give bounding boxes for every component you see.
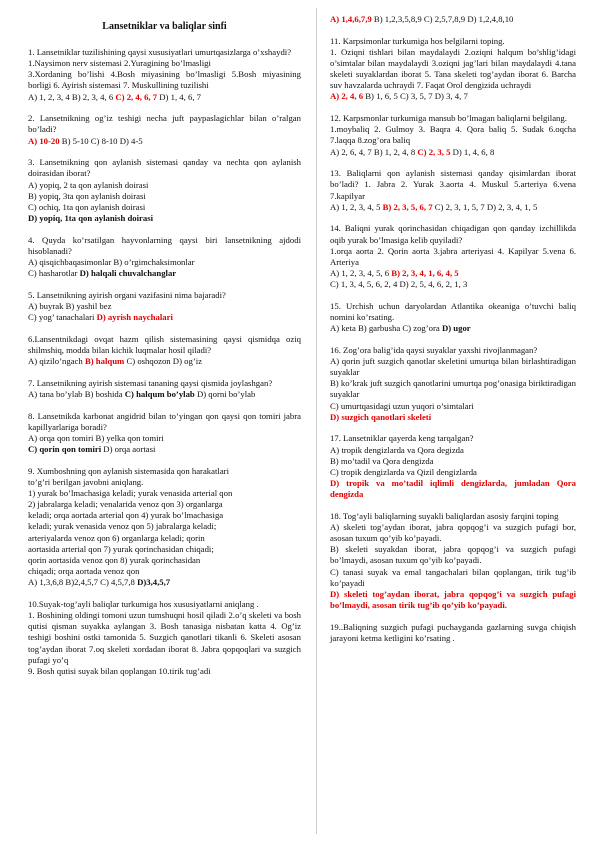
question-line: arteriyalarda venoz qon 6) organlarga keladi; qorin xyxy=(28,532,205,543)
correct-answer: D) suzgich qanotlari skeleti xyxy=(330,411,432,422)
left-question-list xyxy=(28,47,301,677)
answer-options: A) 1, 2, 3, 4, 5 xyxy=(330,201,383,212)
correct-answer: C) 2, 4, 6, 7 xyxy=(115,91,158,102)
answer-options: A) 1, 2, 3, 4 B) 2, 3, 4, 6 xyxy=(28,91,116,102)
question-line: to’g’ri berilgan javobni aniqlang. xyxy=(28,476,144,487)
question-block xyxy=(28,290,301,323)
question-line: 4. Quyda ko’rsatilgan hayvonlarning qaysi biri lansetnikning ajdodi hisoblanadi? xyxy=(28,234,301,256)
question-line: chiqadi; orqa aortada venoz qon xyxy=(28,566,140,577)
question-line: A) tropik dengizlarda va Qora degizda xyxy=(330,444,464,455)
correct-answer: B) 2, 3, 5, 6, 7 xyxy=(382,201,433,212)
question-block xyxy=(28,599,301,677)
answer-line xyxy=(28,136,301,147)
answer-options: A) 2, 6, 4, 7 B) 1, 2, 4, 8 xyxy=(330,146,418,157)
correct-answer: A) 1,4,6,7,9 xyxy=(330,14,372,24)
left-column xyxy=(28,14,301,688)
answer-line xyxy=(28,389,301,400)
question-line: 16. Zog’ora balig’ida qaysi suyaklar yaxshi rivojlanmagan? xyxy=(330,344,538,355)
question-line: 5. Lansetnikning ayirish organi vazifasini nima bajaradi? xyxy=(28,289,226,300)
question-line: 1. Lansetniklar tuzilishining qaysi xususiyatlari umurtqasizlarga o’xshaydi? xyxy=(28,47,292,57)
answer-options: D) 1, 4, 6, 8 xyxy=(450,146,495,157)
answer-options: B) 1, 6, 5 C) 3, 5, 7 D) 3, 4, 7 xyxy=(363,91,468,102)
question-line: 9. Xumboshning qon aylanish sistemasida qon harakatlari xyxy=(28,465,229,476)
correct-answer: D) ugor xyxy=(441,323,471,334)
question-block xyxy=(330,301,576,334)
correct-answer: B) halqum xyxy=(84,356,125,367)
question-block xyxy=(330,113,576,158)
correct-answer: C) 2, 3, 5 xyxy=(417,146,451,157)
question-block xyxy=(330,622,576,644)
question-line: 9. Bosh qutisi suyak bilan qoplangan 10.tirik tug’adi xyxy=(28,665,211,676)
question-line: B) mo’tadil va Qora dengizda xyxy=(330,455,434,466)
correct-answer: A) 2, 4, 6 xyxy=(330,91,364,102)
answer-options: B) 1,2,3,5,8,9 C) 2,5,7,8,9 D) 1,2,4,8,10 xyxy=(371,14,514,24)
correct-answer: D) tropik va mo’tadil iqlimli dengizlarda, jumladan Qora dengizda xyxy=(330,477,576,500)
answer-line xyxy=(330,323,576,334)
question-line: 2) jabralarga keladi; venalarida venoz qon 3) organlarga xyxy=(28,499,223,510)
question-line: 1. Oziqni tishlari bilan maydalaydi 2.oziqni halqum bo’shlig’idagi o’simtalar bilan maydalaydi 3.oziqni jag’lari bilan maydalaydi 4.tana skeleti suyaklardan iborat 5. Tana skeleti tog’aydan iborat 6. Barcha suv havzalarda uchraydi 7. Faqat Orol dengizida uchraydi xyxy=(330,46,576,91)
question-block xyxy=(28,411,301,456)
question-line: aortasida arterial qon 7) yurak qorinchasidan chiqadi; xyxy=(28,543,214,554)
answer-options: D) 1, 4, 6, 7 xyxy=(157,91,202,102)
question-line: A) qorin juft suzgich qanotlar skeletini umurtqa bilan birlashtiradigan suyaklar xyxy=(330,355,576,378)
question-block xyxy=(28,378,301,400)
question-line: A) yopiq, 2 ta qon aylanish doirasi xyxy=(28,179,149,190)
question-line: 13. Baliqlarni qon aylanish sistemasi qanday qisimlardan iborat bo’ladi? 1. Jabra 2. Yurak 3.aorta 4. Muskul 5.arteriya 6.vena 7.kapilyar xyxy=(330,168,576,201)
answer-line xyxy=(28,268,301,279)
question-line: C) ochiq, 1ta qon aylanish doirasi xyxy=(28,201,146,212)
question-line: A) orqa qon tomiri B) yelka qon tomiri xyxy=(28,432,164,443)
answer-options: D) qorni bo’ylab xyxy=(194,388,256,399)
answer-line: C) 1, 3, 4, 5, 6, 2, 4 D) 2, 5, 4, 6, 2, 1, 3 xyxy=(330,279,468,290)
correct-answer: C) qorin qon tomiri xyxy=(28,444,102,455)
answer-options: B) 5-10 C) 8-10 D) 4-5 xyxy=(59,135,143,146)
question-block xyxy=(28,47,301,103)
question-line: 1) yurak bo’lmachasiga keladi; yurak venasida arterial qon xyxy=(28,488,233,498)
question-line: C) tropik dengizlarda va Qizil dengizlarda xyxy=(330,466,477,477)
right-question-list xyxy=(330,14,576,644)
answer-line xyxy=(330,589,576,611)
answer-line xyxy=(28,312,301,323)
right-column xyxy=(330,14,576,655)
answer-options: A) qizilo’ngach xyxy=(28,356,85,367)
question-line: 6.Lansentnikdagi ovqat hazm qilish sistemasining qaysi qismidqa oziq shilmshiq, modda bilan kichik luqmalar hosil qiladi? xyxy=(28,333,301,355)
answer-options: A) keta B) garbusha C) zog’ora xyxy=(330,323,442,334)
question-line: 11. Karpsimonlar turkumiga hos belgilarni toping. xyxy=(330,35,505,46)
question-line: qorin aortasida venoz qon 8) yurak qorinchasidan xyxy=(28,554,201,565)
correct-answer: A) 10-20 xyxy=(28,135,60,146)
question-block xyxy=(28,113,301,146)
answer-line xyxy=(28,92,301,103)
question-line: A) qisqichbaqasimonlar B) o’rgimchaksimonlar xyxy=(28,257,195,267)
question-line: B) yopiq, 3ta qon aylanish doirasi xyxy=(28,190,146,201)
answer-options: A) tana bo’ylab B) boshida xyxy=(28,388,125,399)
correct-answer: D) ayrish naychalari xyxy=(96,312,173,323)
correct-answer: D)3,4,5,7 xyxy=(137,577,171,588)
question-line: 1.Naysimon nerv sistemasi 2.Yuragining bo’lmasligi xyxy=(28,58,211,69)
correct-answer: D) halqali chuvalchanglar xyxy=(79,268,177,279)
question-block xyxy=(28,235,301,280)
correct-answer: D) skeleti tog’aydan iborat, jabra qopqog’i va suzgich pufagi bo’lmaydi, asosan tirik tug’ib qo’yib ko’payadi. xyxy=(330,588,576,611)
answer-line xyxy=(330,147,576,158)
question-line: 12. Karpsmonlar turkumiga mansub bo’lmagan baliqlarni belgilang. xyxy=(330,113,567,124)
question-line: C) umurtqasidagi uzun yuqori o’simtalari xyxy=(330,400,474,411)
question-line: 3.Xordaning bo’lishi 4.Bosh miyasining bo’lmasligi 5.Bosh miyasining borligi 6. Ayirish sistemasi 7. Muskullining tuzilishi xyxy=(28,69,301,91)
answer-line xyxy=(330,268,576,279)
question-line: A) skeleti tog’aydan iborat, jabra qopqog’i va suzgich pufagi bor, asosan tuxum qo’yib ko’payadi. xyxy=(330,521,576,544)
answer-options: C) hasharotlar xyxy=(28,268,80,279)
column-divider xyxy=(316,8,317,834)
answer-options: A) 1,3,6,8 B)2,4,5,7 C) 4,5,7,8 xyxy=(28,577,138,588)
page-title: Lansetniklar va baliqlar sinfi xyxy=(102,21,227,32)
answer-line xyxy=(28,213,301,224)
question-line: 14. Baliqni yurak qorinchasidan chiqadigan qon qanday izchillikda oqib yurak bo’lmasiga kelib quyiladi? xyxy=(330,223,576,245)
question-block xyxy=(330,14,576,25)
correct-answer: B) 2, 3, 4, 1, 6, 4, 5 xyxy=(391,267,459,278)
question-line: B) skeleti suyakdan iborat, jabra qopqog’i va suzgich pufagi bo’lmaydi, asosan tuxum qo’yib ko’payadi. xyxy=(330,544,576,566)
question-block xyxy=(330,168,576,213)
question-line: 10.Suyak-tog’ayli baliqlar turkumiga hos xususiyatlarni aniqlang . xyxy=(28,598,259,609)
question-line: 1. Boshining oldingi tomoni uzun tumshuqni hosil qiladi 2.o’q skeleti va bosh qutisi qisman suyakka aylangan 3. Bosh tanasiga nisbatan katta 4. Og’iz teshigi boshini ostki tamonida 5. Suzgich qanotlari tikanli 6. Skeleti asosan tog’aydan iborat 7.oq skeleti xordadan iborat 8. Jabra qopqoqlari va suzgich pufagi yo’q xyxy=(28,610,301,665)
question-line: C) tanasi suyak va emal tangachalari bilan qoplangan, tirik tug’ib ko’payadi xyxy=(330,566,576,588)
correct-answer: C) halqum bo’ylab xyxy=(124,388,195,399)
answer-options: C) 2, 3, 1, 5, 7 D) 2, 3, 4, 1, 5 xyxy=(432,201,538,212)
answer-options: D) orqa aortasi xyxy=(101,444,156,455)
question-block xyxy=(330,36,576,103)
correct-answer: D) yopiq, 1ta qon aylanish doirasi xyxy=(28,213,154,224)
answer-line xyxy=(28,444,301,455)
question-block xyxy=(330,345,576,423)
answer-line xyxy=(28,577,301,588)
question-block xyxy=(28,334,301,367)
question-line: keladi; yurak venasida venoz qon 5) jabralarga keladi; xyxy=(28,521,217,532)
question-block xyxy=(330,433,576,500)
answer-line xyxy=(330,202,576,213)
answer-line xyxy=(330,412,576,423)
question-line: keladi; orqa aortada arterial qon 4) yurak bo’lmachasiga xyxy=(28,510,224,521)
answer-line xyxy=(330,91,576,102)
question-line: 3. Lansetnikning qon aylanish sistemasi qanday va nechta qon aylanish doirasidan iborat? xyxy=(28,157,301,179)
question-line: 15. Urchish uchun daryolardan Atlantika okeaniga o’tuvchi baliq nomini ko’rsating. xyxy=(330,300,576,322)
answer-options: C) yog’ tanachalari xyxy=(28,312,97,323)
question-block xyxy=(28,466,301,589)
question-line: A) buyrak B) yashil bez xyxy=(28,300,112,311)
question-line: 8. Lansetnikda karbonat angidrid bilan to’yingan qon qaysi qon tomiri jabra kapillyarlariga boradi? xyxy=(28,410,301,432)
question-line: 17. Lansetniklar qayerda keng tarqalgan? xyxy=(330,433,474,444)
question-block xyxy=(330,223,576,290)
question-line: 1.orqa aorta 2. Qorin aorta 3.jabra arteriyasi 4. Kapilyar 5.vena 6. Arteriya xyxy=(330,245,576,267)
question-line: 18. Tog’ayli baliqlarning suyakli baliqlardan asosiy farqini toping xyxy=(330,510,559,521)
question-line: 19..Baliqning suzgich pufagi puchayganda gazlarning suvga chiqish jarayoni ketma ketligini ko’rsating . xyxy=(330,621,576,643)
question-line: 7. Lansetnikning ayirish sistemasi tananing qaysi qismida joylashgan? xyxy=(28,377,273,388)
answer-line xyxy=(28,356,301,367)
answer-line xyxy=(330,478,576,500)
question-line: B) ko’krak juft suzgich qanotlarini umurtqa pog’onasiga biriktiradigan suyaklar xyxy=(330,378,576,400)
question-line: 2. Lansetnikning og’iz teshigi necha juft paypaslagichlar bilan o’ralgan bo’ladi? xyxy=(28,113,301,135)
answer-options: C) oshqozon D) og’iz xyxy=(124,356,202,367)
question-line: 1.moybaliq 2. Gulmoy 3. Baqra 4. Qora baliq 5. Sudak 6.oqcha 7.laqqa 8.zog’ora baliq xyxy=(330,124,576,146)
question-block xyxy=(28,157,301,224)
answer-options: A) 1, 2, 3, 4, 5, 6 xyxy=(330,267,392,278)
question-block xyxy=(330,511,576,611)
answer-line xyxy=(330,14,576,25)
